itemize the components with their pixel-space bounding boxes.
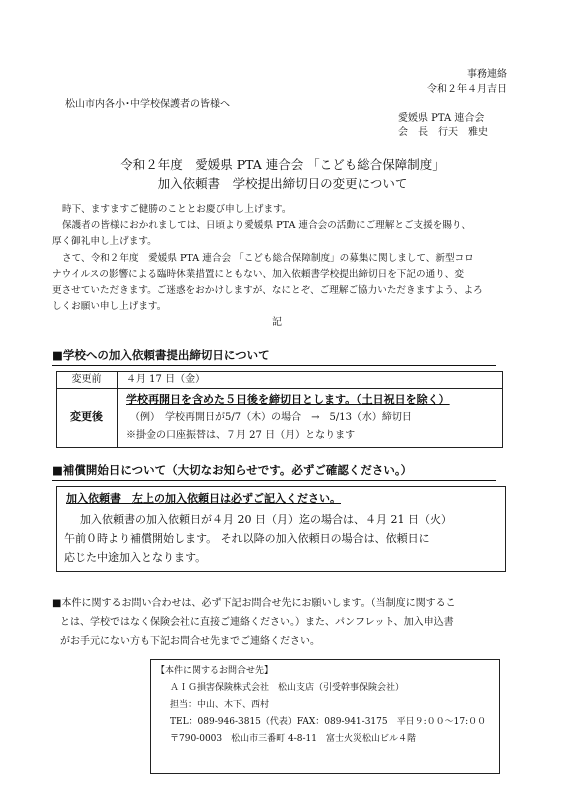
sender-organization: 愛媛県 PTA 連合会 [398,113,485,124]
section1-heading: ■学校への加入依頼書提出締切日について [52,348,270,362]
contact-heading: 【本件に関するお問合せ先】 [156,666,274,676]
after-example: （例） 学校再開日が5/7（木）の場合 → 5/13（水）締切日 [130,412,412,423]
document-title-line2: 加入依頼書 学校提出締切日の変更について [157,176,408,191]
document-type: 事務連絡 [467,69,507,80]
after-rule: 学校再開日を含めた５日後を締切日とします。（土日祝日を除く） [126,393,450,406]
section2-underline [52,480,496,481]
contact-address: 〒790-0003 松山市三番町 4-8-11 富士火災松山ビル４階 [170,734,416,744]
before-label: 変更前 [71,374,102,385]
body-paragraphs [52,202,522,315]
contact-company: ＡＩＧ損害保険株式会社 松山支店（引受幹事保険会社） [170,683,405,693]
document-title-line1: 令和２年度 愛媛県 PTA 連合会 「こども総合保障制度」 [120,157,445,172]
contact-staff: 担当：中山、木下、西村 [170,700,270,710]
table-divider-vertical [117,371,118,448]
notice-line4: しくお願い申し上げます。 [52,301,167,313]
addressee: 松山市内各小･中学校保護者の皆様へ [65,99,230,110]
notice-line2: ナウイルスの影響による臨時休業措置にともない、加入依頼書学校提出締切日を下記の通り、変 [52,268,464,280]
thanks-line1: 保護者の皆様におかれましては、日頃より愛媛県 PTA 連合会の活動にご理解とご支援を賜り、 [62,220,472,232]
ki-marker: 記 [272,317,282,328]
sender-name: 会 長 行天 雅史 [398,127,488,138]
table-divider-horizontal [56,388,503,389]
thanks-line2: 厚く御礼申し上げます。 [52,236,157,248]
section2-heading: ■補償開始日について（大切なお知らせです。必ずご確認ください。） [52,463,413,477]
inquiry-note-line2: とは、学校ではなく保険会社に直接ご連絡ください。）また、パンフレット、加入申込書 [60,617,454,628]
inquiry-note-line1: ■本件に関するお問い合わせは、必ず下記お問合せ先にお願いします。（当制度に関するこ [52,598,456,609]
coverage-line3: 応じた中途加入となります。 [64,551,207,564]
notice-line3: 更させていただきます。ご迷惑をおかけしますが、なにとぞ、ご理解ご協力いただきますよう、よろ [52,285,483,297]
coverage-line1: 加入依頼書の加入依頼日が４月 20 日（月）迄の場合は、４月 21 日（火） [80,513,452,526]
notice-line1: さて、令和２年度 愛媛県 PTA 連合会 「こども総合保障制度」の募集に関しまして、新型コロ [62,252,474,264]
document-date: 令和２年４月吉日 [427,84,507,95]
greeting: 時下、ますますご健勝のこととお慶び申し上げます。 [62,204,292,215]
coverage-box-title: 加入依頼書 左上の加入依頼日は必ずご記入ください。 [66,492,341,505]
after-label: 変更後 [70,410,103,423]
after-payment-note: ※掛金の口座振替は、７月 27 日（月）となります [126,430,356,441]
inquiry-note-line3: がお手元にない方も下記お問合せ先までご連絡ください。 [60,636,320,647]
contact-phone: TEL：089-946-3815（代表）FAX：089-941-3175 平日９:００～17:００ [170,717,487,727]
section1-underline [52,365,496,366]
coverage-line2: 午前０時より補償開始します。 それ以降の加入依頼日の場合は、依頼日に [64,532,430,545]
before-value: ４月 17 日（金） [126,374,206,385]
